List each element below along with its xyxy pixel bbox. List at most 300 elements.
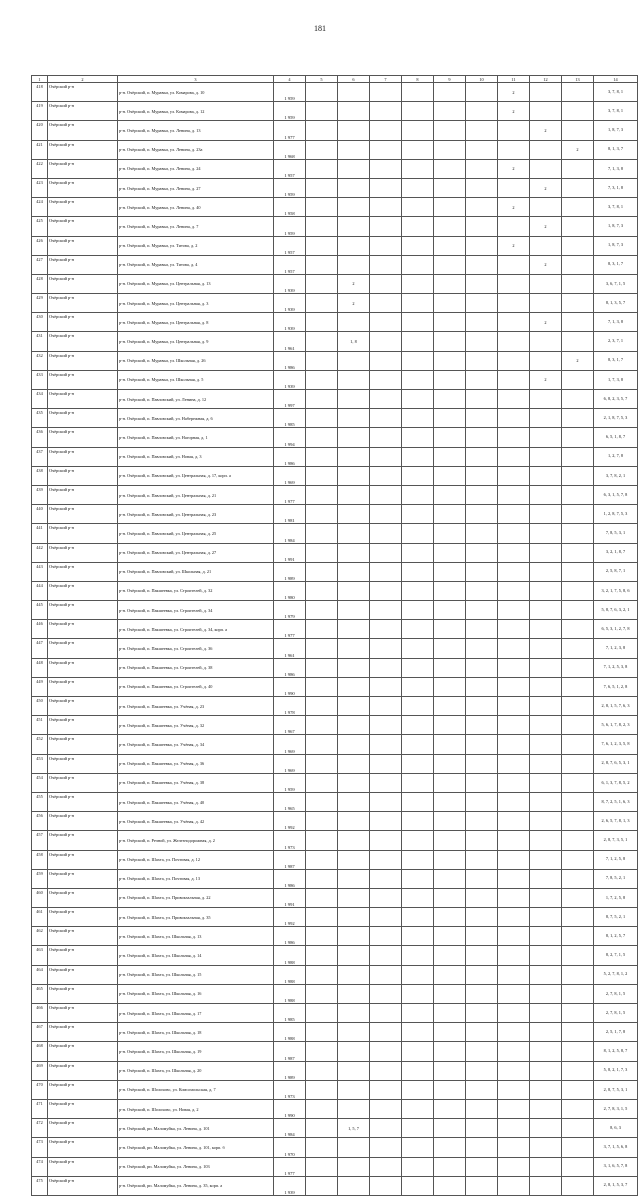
col13-cell: 2 — [562, 351, 594, 370]
row-number: 442 — [32, 543, 48, 562]
col5-cell — [306, 332, 338, 351]
year-cell: 1 986 — [274, 351, 306, 370]
col8-cell — [402, 658, 434, 677]
col12-cell: 2 — [530, 370, 562, 389]
address-cell: р-н. Очёрский, п. Павловский, ул. Центральная, д. 17, корп. а — [118, 466, 274, 485]
col6-cell — [338, 812, 370, 831]
col12-cell — [530, 908, 562, 927]
district-cell: Очёрский р-н — [48, 1042, 118, 1061]
col7-cell — [370, 255, 402, 274]
district-cell: Очёрский р-н — [48, 505, 118, 524]
row-number: 427 — [32, 255, 48, 274]
col10-cell — [466, 1004, 498, 1023]
district-cell: Очёрский р-н — [48, 754, 118, 773]
col10-cell — [466, 485, 498, 504]
col14-cell: 7, 1, 2, 5, 3, 8 — [594, 658, 638, 677]
col14-cell: 8, 1, 3, 5, 7 — [594, 294, 638, 313]
year-cell: 1 997 — [274, 390, 306, 409]
district-cell: Очёрский р-н — [48, 217, 118, 236]
col5-cell — [306, 351, 338, 370]
col8-cell — [402, 159, 434, 178]
col10-cell — [466, 121, 498, 140]
col11-cell — [498, 332, 530, 351]
col11-cell — [498, 390, 530, 409]
column-header-6: 6 — [338, 76, 370, 83]
col7-cell — [370, 466, 402, 485]
table-row — [32, 485, 638, 504]
table-row — [32, 1138, 638, 1157]
year-cell: 1 970 — [274, 1138, 306, 1157]
col9-cell — [434, 313, 466, 332]
col5-cell — [306, 102, 338, 121]
col6-cell — [338, 562, 370, 581]
col12-cell — [530, 1119, 562, 1138]
col7-cell — [370, 581, 402, 600]
col8-cell — [402, 908, 434, 927]
col9-cell — [434, 869, 466, 888]
col12-cell — [530, 601, 562, 620]
row-number: 429 — [32, 294, 48, 313]
col14-cell: 6, 8, 2, 3, 5, 7 — [594, 390, 638, 409]
col11-cell — [498, 658, 530, 677]
col10-cell — [466, 946, 498, 965]
col10-cell — [466, 159, 498, 178]
col6-cell — [338, 390, 370, 409]
col9-cell — [434, 562, 466, 581]
col14-cell: 2, 7, 8, 1, 5 — [594, 1004, 638, 1023]
year-cell: 1 986 — [274, 927, 306, 946]
col6-cell — [338, 159, 370, 178]
col8-cell — [402, 984, 434, 1003]
col5-cell — [306, 447, 338, 466]
col8-cell — [402, 102, 434, 121]
address-cell: р-н. Очёрский, п. Муравьи, ул. Комарова, д. 12 — [118, 102, 274, 121]
col6-cell — [338, 831, 370, 850]
col6-cell — [338, 1176, 370, 1195]
col11-cell — [498, 581, 530, 600]
district-cell: Очёрский р-н — [48, 524, 118, 543]
district-cell: Очёрский р-н — [48, 178, 118, 197]
col12-cell: 2 — [530, 121, 562, 140]
col12-cell: 2 — [530, 313, 562, 332]
year-cell: 1 992 — [274, 908, 306, 927]
column-header-13: 13 — [562, 76, 594, 83]
col10-cell — [466, 332, 498, 351]
col8-cell — [402, 677, 434, 696]
col8-cell — [402, 1080, 434, 1099]
table-row — [32, 1099, 638, 1118]
column-header-14: 14 — [594, 76, 638, 83]
row-number: 433 — [32, 370, 48, 389]
col12-cell: 2 — [530, 255, 562, 274]
col5-cell — [306, 1080, 338, 1099]
year-cell: 1 986 — [274, 447, 306, 466]
col8-cell — [402, 505, 434, 524]
col6-cell — [338, 236, 370, 255]
year-cell: 1 957 — [274, 236, 306, 255]
col14-cell: 3, 7, 1, 5, 6, 8 — [594, 1138, 638, 1157]
col5-cell — [306, 869, 338, 888]
district-cell: Очёрский р-н — [48, 1080, 118, 1099]
col5-cell — [306, 965, 338, 984]
address-cell: р-н. Очёрский, п. Пакшеевка, ул. Учёная, д. 34 — [118, 735, 274, 754]
col10-cell — [466, 217, 498, 236]
col14-cell: 8, 7, 2, 5, 1, 6, 3 — [594, 792, 638, 811]
district-cell: Очёрский р-н — [48, 735, 118, 754]
col13-cell — [562, 601, 594, 620]
address-cell: р-н. Очёрский, п. Шахта, ул. Почтовая, д. 13 — [118, 869, 274, 888]
col8-cell — [402, 639, 434, 658]
row-number: 455 — [32, 792, 48, 811]
table-row — [32, 255, 638, 274]
col11-cell — [498, 447, 530, 466]
year-cell: 1 977 — [274, 1157, 306, 1176]
col11-cell: 2 — [498, 159, 530, 178]
district-cell: Очёрский р-н — [48, 773, 118, 792]
address-cell: р-н. Очёрский, п. Шахта, ул. Школьная, д. 15 — [118, 965, 274, 984]
col12-cell — [530, 620, 562, 639]
col9-cell — [434, 1023, 466, 1042]
col10-cell — [466, 908, 498, 927]
district-cell: Очёрский р-н — [48, 965, 118, 984]
col14-cell: 1, 2, 8, 7, 5, 3 — [594, 505, 638, 524]
col12-cell — [530, 1042, 562, 1061]
col10-cell — [466, 677, 498, 696]
col13-cell — [562, 409, 594, 428]
table-row — [32, 773, 638, 792]
col10-cell — [466, 850, 498, 869]
col9-cell — [434, 236, 466, 255]
row-number: 468 — [32, 1042, 48, 1061]
col6-cell — [338, 198, 370, 217]
district-cell: Очёрский р-н — [48, 620, 118, 639]
col14-cell: 5, 2, 7, 8, 1, 2 — [594, 965, 638, 984]
col14-cell: 3, 7, 8, 1 — [594, 83, 638, 102]
year-cell: 1 968 — [274, 140, 306, 159]
row-number: 454 — [32, 773, 48, 792]
col12-cell — [530, 984, 562, 1003]
table-row — [32, 83, 638, 102]
col6-cell — [338, 83, 370, 102]
col7-cell — [370, 677, 402, 696]
col11-cell — [498, 274, 530, 293]
col6-cell — [338, 178, 370, 197]
col12-cell — [530, 1176, 562, 1195]
col7-cell — [370, 524, 402, 543]
col5-cell — [306, 946, 338, 965]
address-cell: р-н. Очёрский, п. Муравьи, ул. Ленина, д. 40 — [118, 198, 274, 217]
col10-cell — [466, 255, 498, 274]
col10-cell — [466, 792, 498, 811]
col5-cell — [306, 370, 338, 389]
col10-cell — [466, 466, 498, 485]
col11-cell — [498, 677, 530, 696]
address-cell: р-н. Очёрский, п. Шахта, ул. Школьная, д. 20 — [118, 1061, 274, 1080]
table-row — [32, 812, 638, 831]
col5-cell — [306, 466, 338, 485]
col5-cell — [306, 812, 338, 831]
district-cell: Очёрский р-н — [48, 850, 118, 869]
table-row — [32, 908, 638, 927]
year-cell: 1 973 — [274, 1080, 306, 1099]
col13-cell — [562, 390, 594, 409]
col9-cell — [434, 831, 466, 850]
table-row — [32, 370, 638, 389]
col5-cell — [306, 792, 338, 811]
col9-cell — [434, 965, 466, 984]
col12-cell — [530, 1157, 562, 1176]
col13-cell — [562, 639, 594, 658]
row-number: 420 — [32, 121, 48, 140]
col8-cell — [402, 390, 434, 409]
year-cell: 1 957 — [274, 255, 306, 274]
district-cell: Очёрский р-н — [48, 831, 118, 850]
col11-cell — [498, 620, 530, 639]
address-cell: р-н. Очёрский, п. Муравьи, ул. Ленина, д. 7 — [118, 217, 274, 236]
col10-cell — [466, 505, 498, 524]
address-cell: р-н. Очёрский, п. Муравьи, ул. Центральная, д. 8 — [118, 313, 274, 332]
col8-cell — [402, 562, 434, 581]
col8-cell — [402, 485, 434, 504]
col8-cell — [402, 831, 434, 850]
col6-cell — [338, 1004, 370, 1023]
year-cell: 1 988 — [274, 965, 306, 984]
col9-cell — [434, 332, 466, 351]
district-cell: Очёрский р-н — [48, 927, 118, 946]
col7-cell — [370, 639, 402, 658]
col6-cell — [338, 1099, 370, 1118]
district-cell: Очёрский р-н — [48, 466, 118, 485]
col14-cell: 2, 7, 8, 3, 1, 5 — [594, 1099, 638, 1118]
year-cell: 1 969 — [274, 735, 306, 754]
table-row — [32, 946, 638, 965]
col6-cell — [338, 255, 370, 274]
col7-cell — [370, 274, 402, 293]
col12-cell — [530, 466, 562, 485]
col10-cell — [466, 1138, 498, 1157]
table-row — [32, 217, 638, 236]
table-row — [32, 716, 638, 735]
col8-cell — [402, 274, 434, 293]
district-cell: Очёрский р-н — [48, 581, 118, 600]
col7-cell — [370, 351, 402, 370]
col14-cell: 1, 2, 7, 8 — [594, 447, 638, 466]
col5-cell — [306, 524, 338, 543]
col7-cell — [370, 773, 402, 792]
district-cell: Очёрский р-н — [48, 140, 118, 159]
col6-cell — [338, 1157, 370, 1176]
col5-cell — [306, 1138, 338, 1157]
col8-cell — [402, 178, 434, 197]
col10-cell — [466, 1080, 498, 1099]
col7-cell — [370, 792, 402, 811]
col9-cell — [434, 447, 466, 466]
col5-cell — [306, 697, 338, 716]
address-cell: р-н. Очёрский, п. Муравьи, ул. Ленина, д. 24 — [118, 159, 274, 178]
col9-cell — [434, 754, 466, 773]
col13-cell — [562, 773, 594, 792]
col7-cell — [370, 562, 402, 581]
address-cell: р-н. Очёрский, п. Муравьи, ул. Центральная, д. 13 — [118, 274, 274, 293]
col8-cell — [402, 466, 434, 485]
col12-cell — [530, 1061, 562, 1080]
col12-cell — [530, 639, 562, 658]
col11-cell: 2 — [498, 236, 530, 255]
year-cell: 1 978 — [274, 697, 306, 716]
col5-cell — [306, 274, 338, 293]
address-cell: р-н. Очёрский, п. Шахта, ул. Привокзальная, д. 35 — [118, 908, 274, 927]
col8-cell — [402, 716, 434, 735]
col8-cell — [402, 447, 434, 466]
col7-cell — [370, 485, 402, 504]
year-cell: 1 977 — [274, 121, 306, 140]
col11-cell — [498, 524, 530, 543]
table-row — [32, 102, 638, 121]
col12-cell — [530, 102, 562, 121]
district-cell: Очёрский р-н — [48, 888, 118, 907]
col5-cell — [306, 294, 338, 313]
row-number: 432 — [32, 351, 48, 370]
table-row — [32, 159, 638, 178]
col5-cell — [306, 121, 338, 140]
table-row — [32, 965, 638, 984]
col12-cell — [530, 409, 562, 428]
col9-cell — [434, 198, 466, 217]
col6-cell — [338, 351, 370, 370]
col8-cell — [402, 927, 434, 946]
col6-cell — [338, 140, 370, 159]
year-cell: 1 959 — [274, 102, 306, 121]
col8-cell — [402, 140, 434, 159]
row-number: 472 — [32, 1119, 48, 1138]
col5-cell — [306, 178, 338, 197]
col11-cell: 2 — [498, 102, 530, 121]
address-cell: р-н. Очёрский, п. Пакшеевка, ул. Строителей, д. 34, корп. а — [118, 620, 274, 639]
col7-cell — [370, 1061, 402, 1080]
col12-cell — [530, 543, 562, 562]
col9-cell — [434, 1176, 466, 1195]
col14-cell: 3, 7, 8, 1 — [594, 198, 638, 217]
year-cell: 1 939 — [274, 294, 306, 313]
row-number: 463 — [32, 946, 48, 965]
table-row — [32, 236, 638, 255]
col10-cell — [466, 370, 498, 389]
col8-cell — [402, 409, 434, 428]
col8-cell — [402, 1042, 434, 1061]
col12-cell — [530, 159, 562, 178]
year-cell: 1 967 — [274, 716, 306, 735]
row-number: 457 — [32, 831, 48, 850]
col9-cell — [434, 812, 466, 831]
year-cell: 1 939 — [274, 274, 306, 293]
col6-cell — [338, 447, 370, 466]
col7-cell — [370, 505, 402, 524]
table-row — [32, 294, 638, 313]
col14-cell: 7, 3, 1, 8 — [594, 178, 638, 197]
row-number: 465 — [32, 984, 48, 1003]
col8-cell — [402, 294, 434, 313]
table-row — [32, 697, 638, 716]
col13-cell — [562, 1176, 594, 1195]
col12-cell — [530, 581, 562, 600]
table-row — [32, 850, 638, 869]
table-row — [32, 140, 638, 159]
col14-cell: 3, 2, 1, 7, 5, 8, 6 — [594, 581, 638, 600]
year-cell: 1 988 — [274, 1023, 306, 1042]
row-number: 445 — [32, 601, 48, 620]
col12-cell — [530, 831, 562, 850]
col11-cell — [498, 313, 530, 332]
district-cell: Очёрский р-н — [48, 236, 118, 255]
col9-cell — [434, 735, 466, 754]
col14-cell: 1, 7, 3, 8 — [594, 370, 638, 389]
col5-cell — [306, 677, 338, 696]
col13-cell — [562, 1061, 594, 1080]
col6-cell: 1, 8 — [338, 332, 370, 351]
col8-cell — [402, 524, 434, 543]
col9-cell — [434, 658, 466, 677]
col13-cell — [562, 428, 594, 447]
col13-cell — [562, 677, 594, 696]
district-cell: Очёрский р-н — [48, 370, 118, 389]
row-number: 447 — [32, 639, 48, 658]
col12-cell — [530, 869, 562, 888]
col13-cell — [562, 1157, 594, 1176]
col13-cell — [562, 850, 594, 869]
col5-cell — [306, 735, 338, 754]
year-cell: 1 994 — [274, 428, 306, 447]
col13-cell — [562, 178, 594, 197]
address-cell: р-н. Очёрский, п. Шолохово, ул. Новая, д. 2 — [118, 1099, 274, 1118]
col7-cell — [370, 198, 402, 217]
district-cell: Очёрский р-н — [48, 447, 118, 466]
col10-cell — [466, 524, 498, 543]
address-cell: р-н. Очёрский, рп. Маломуйка, ул. Ленина, д. 101, корп. б — [118, 1138, 274, 1157]
row-number: 467 — [32, 1023, 48, 1042]
table-row — [32, 543, 638, 562]
col11-cell — [498, 869, 530, 888]
district-cell: Очёрский р-н — [48, 1004, 118, 1023]
address-cell: р-н. Очёрский, рп. Маломуйка, ул. Ленина, д. 103 — [118, 1157, 274, 1176]
col10-cell — [466, 140, 498, 159]
address-cell: р-н. Очёрский, п. Пакшеевка, ул. Учёная, д. 42 — [118, 812, 274, 831]
district-cell: Очёрский р-н — [48, 409, 118, 428]
col14-cell: 6, 5, 3, 1, 2, 7, 8 — [594, 620, 638, 639]
col13-cell — [562, 946, 594, 965]
table-row — [32, 984, 638, 1003]
col6-cell — [338, 313, 370, 332]
row-number: 422 — [32, 159, 48, 178]
col7-cell — [370, 236, 402, 255]
col12-cell — [530, 274, 562, 293]
col8-cell — [402, 236, 434, 255]
col10-cell — [466, 83, 498, 102]
col8-cell — [402, 754, 434, 773]
district-cell: Очёрский р-н — [48, 1176, 118, 1195]
row-number: 448 — [32, 658, 48, 677]
col11-cell — [498, 1176, 530, 1195]
col11-cell — [498, 1119, 530, 1138]
col11-cell — [498, 1023, 530, 1042]
col5-cell — [306, 236, 338, 255]
col14-cell: 7, 1, 3, 8 — [594, 313, 638, 332]
col9-cell — [434, 716, 466, 735]
col6-cell: 2 — [338, 294, 370, 313]
table-row — [32, 620, 638, 639]
col8-cell — [402, 121, 434, 140]
col5-cell — [306, 581, 338, 600]
col11-cell — [498, 984, 530, 1003]
